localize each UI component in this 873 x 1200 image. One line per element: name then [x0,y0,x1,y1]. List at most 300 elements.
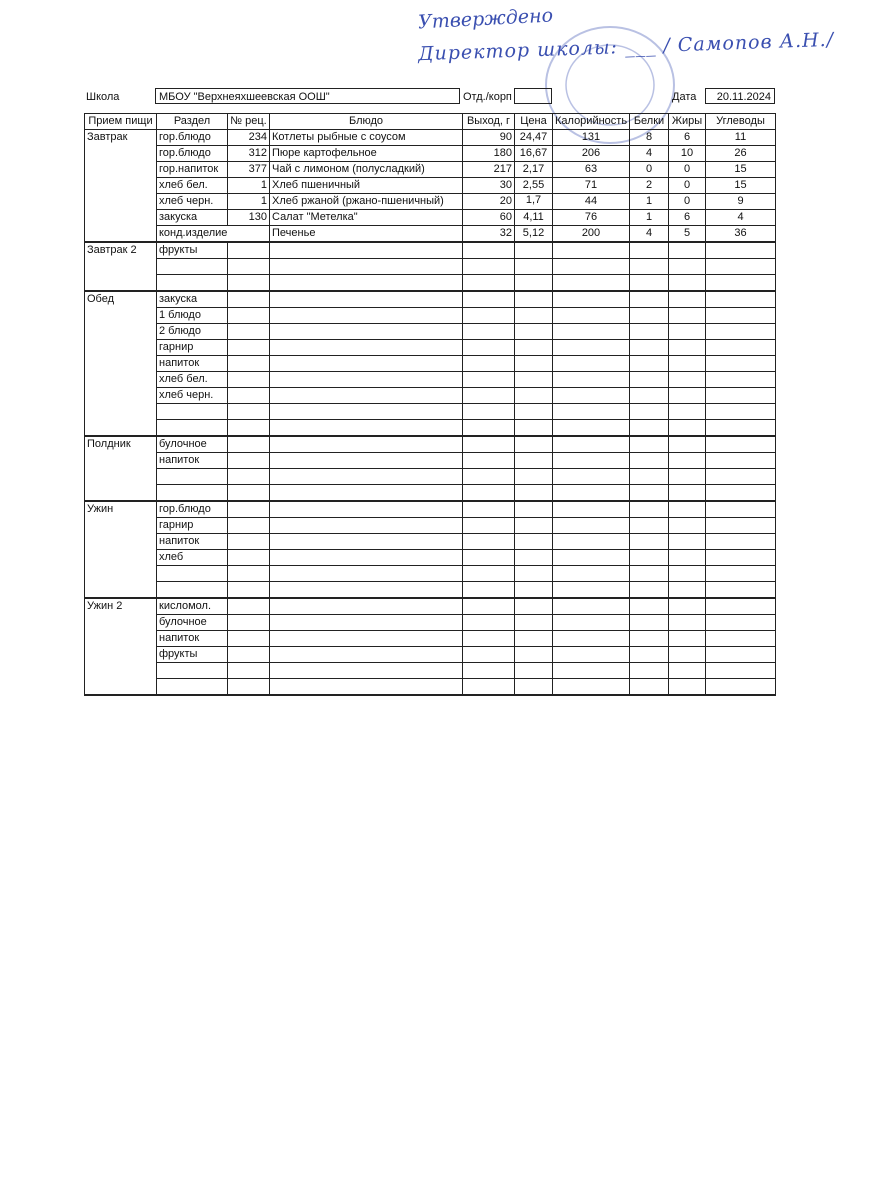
section-name: кисломол. [157,598,228,615]
table-cell [270,453,463,469]
table-row [85,453,776,469]
table-cell [515,534,553,550]
col-header: Жиры [669,114,706,130]
table-row [85,631,776,647]
table-cell [270,485,463,502]
table-cell [669,485,706,502]
table-cell [463,356,515,372]
table-cell [85,178,157,194]
table-cell [515,308,553,324]
table-cell [669,469,706,485]
table-cell [463,324,515,340]
table-cell [706,420,776,437]
table-cell [85,146,157,162]
table-cell [630,518,669,534]
table-row [85,647,776,663]
table-cell [463,485,515,502]
table-cell [85,324,157,340]
table-cell [706,582,776,599]
table-row [85,210,776,226]
table-cell [515,631,553,647]
section-name: гор.напиток [157,162,228,178]
table-cell [463,647,515,663]
section-name [157,275,228,292]
table-cell [630,420,669,437]
table-cell [706,679,776,696]
dish-protein: 0 [630,162,669,178]
table-cell [706,631,776,647]
table-row [85,162,776,178]
dish-name: Хлеб ржаной (ржано-пшеничный) [270,194,463,210]
section-name [157,566,228,582]
director-signature: Директор школы: ___ / Самопов А.Н./ [417,28,835,66]
section-name: 2 блюдо [157,324,228,340]
dish-name: Чай с лимоном (полусладкий) [270,162,463,178]
table-cell [270,631,463,647]
table-cell [706,291,776,308]
dish-name: Хлеб пшеничный [270,178,463,194]
table-cell [706,356,776,372]
table-cell [669,631,706,647]
table-cell [515,404,553,420]
dish-protein: 8 [630,130,669,146]
table-cell [630,679,669,696]
table-cell [228,679,270,696]
table-cell [463,242,515,259]
table-cell [669,615,706,631]
section-name: хлеб черн. [157,194,228,210]
table-cell [553,501,630,518]
dish-name: Котлеты рыбные с соусом [270,130,463,146]
table-cell [706,485,776,502]
recipe-number: 1 [228,194,270,210]
table-cell [228,615,270,631]
dish-price: 2,17 [515,162,553,178]
col-header: Блюдо [270,114,463,130]
dish-calories: 200 [553,226,630,243]
table-cell [630,534,669,550]
table-cell [85,420,157,437]
meal-name: Завтрак 2 [85,242,157,259]
col-header: Цена [515,114,553,130]
table-cell [553,420,630,437]
table-cell [630,291,669,308]
table-cell [515,356,553,372]
table-cell [270,518,463,534]
table-cell [228,534,270,550]
table-cell [706,242,776,259]
table-cell [515,420,553,437]
table-cell [228,647,270,663]
table-cell [669,291,706,308]
table-row [85,340,776,356]
table-cell [706,518,776,534]
school-label: Школа [86,91,120,103]
dish-calories: 206 [553,146,630,162]
table-cell [669,308,706,324]
dish-name: Печенье [270,226,463,243]
section-name [157,420,228,437]
table-cell [515,501,553,518]
table-cell [669,501,706,518]
table-cell [630,404,669,420]
table-cell [515,647,553,663]
table-cell [270,404,463,420]
table-cell [515,242,553,259]
table-cell [630,615,669,631]
table-cell [85,615,157,631]
table-cell [630,582,669,599]
table-cell [553,291,630,308]
meal-name: Ужин [85,501,157,518]
section-name: напиток [157,534,228,550]
table-cell [85,485,157,502]
table-cell [706,663,776,679]
table-cell [706,647,776,663]
table-cell [85,518,157,534]
dish-price: 24,47 [515,130,553,146]
table-cell [553,404,630,420]
table-row [85,324,776,340]
table-cell [85,226,157,243]
table-cell [669,647,706,663]
section-name [157,469,228,485]
table-cell [630,566,669,582]
table-cell [553,566,630,582]
table-cell [669,679,706,696]
table-cell [553,372,630,388]
table-cell [553,388,630,404]
section-name: напиток [157,631,228,647]
table-cell [669,453,706,469]
dish-calories: 76 [553,210,630,226]
section-name [157,663,228,679]
table-cell [706,275,776,292]
table-cell [669,275,706,292]
table-cell [706,469,776,485]
section-name: гарнир [157,340,228,356]
table-row [85,308,776,324]
menu-table [84,113,776,696]
table-cell [515,291,553,308]
table-cell [463,501,515,518]
table-cell [669,582,706,599]
table-cell [515,679,553,696]
dish-price: 5,12 [515,226,553,243]
table-cell [463,550,515,566]
table-cell [515,453,553,469]
table-row [85,518,776,534]
table-cell [706,453,776,469]
dish-protein: 1 [630,194,669,210]
table-cell [270,615,463,631]
section-name: гор.блюдо [157,501,228,518]
table-cell [270,436,463,453]
table-cell [669,550,706,566]
table-cell [630,598,669,615]
table-cell [228,469,270,485]
dish-carbs: 15 [706,178,776,194]
table-cell [85,308,157,324]
section-name: напиток [157,453,228,469]
section-name: булочное [157,436,228,453]
section-name [157,679,228,696]
table-cell [228,453,270,469]
dish-output: 217 [463,162,515,178]
dish-calories: 131 [553,130,630,146]
table-cell [515,340,553,356]
section-name [157,582,228,599]
table-cell [553,615,630,631]
dish-carbs: 36 [706,226,776,243]
table-cell [706,436,776,453]
table-cell [85,356,157,372]
table-cell [463,615,515,631]
table-cell [669,598,706,615]
table-cell [669,420,706,437]
table-cell [630,453,669,469]
section-name: фрукты [157,242,228,259]
section-name: закуска [157,291,228,308]
table-cell [228,501,270,518]
table-cell [228,631,270,647]
table-cell [270,420,463,437]
recipe-number: 312 [228,146,270,162]
dish-price: 16,67 [515,146,553,162]
table-cell [706,566,776,582]
table-row [85,501,776,518]
table-cell [553,598,630,615]
section-name [157,259,228,275]
table-cell [228,356,270,372]
table-cell [270,275,463,292]
table-cell [228,566,270,582]
dish-fat: 0 [669,178,706,194]
table-cell [630,340,669,356]
table-cell [553,469,630,485]
table-row [85,582,776,599]
table-cell [85,372,157,388]
table-cell [85,534,157,550]
dish-carbs: 15 [706,162,776,178]
table-cell [630,259,669,275]
table-cell [515,259,553,275]
dish-price: 4,11 [515,210,553,226]
dish-carbs: 4 [706,210,776,226]
table-row [85,566,776,582]
table-cell [463,275,515,292]
table-cell [515,372,553,388]
table-row [85,356,776,372]
table-row [85,130,776,146]
section-name: напиток [157,356,228,372]
table-cell [85,582,157,599]
date-field[interactable]: 20.11.2024 [705,88,775,104]
section-name: гор.блюдо [157,146,228,162]
section-name: 1 блюдо [157,308,228,324]
table-cell [463,308,515,324]
table-cell [228,420,270,437]
table-cell [463,469,515,485]
table-cell [463,663,515,679]
table-cell [270,242,463,259]
table-cell [85,679,157,696]
table-row [85,436,776,453]
table-cell [270,469,463,485]
table-row [85,615,776,631]
table-cell [270,566,463,582]
table-cell [463,340,515,356]
table-cell [553,242,630,259]
table-cell [270,534,463,550]
dish-carbs: 26 [706,146,776,162]
table-cell [706,388,776,404]
table-row [85,275,776,292]
table-cell [270,340,463,356]
dish-calories: 44 [553,194,630,210]
table-cell [228,550,270,566]
recipe-number: 130 [228,210,270,226]
table-cell [706,259,776,275]
table-row [85,194,776,210]
section-name: гор.блюдо [157,130,228,146]
table-cell [85,566,157,582]
dish-price: 1,7 [515,194,553,210]
table-cell [463,566,515,582]
table-cell [669,340,706,356]
dish-carbs: 9 [706,194,776,210]
dish-carbs: 11 [706,130,776,146]
table-cell [85,340,157,356]
table-cell [669,566,706,582]
table-cell [669,436,706,453]
table-cell [515,566,553,582]
table-row [85,550,776,566]
col-header: Углеводы [706,114,776,130]
recipe-number: 234 [228,130,270,146]
table-cell [228,308,270,324]
table-cell [669,534,706,550]
dish-fat: 6 [669,210,706,226]
meal-name: Ужин 2 [85,598,157,615]
table-cell [706,308,776,324]
dish-protein: 4 [630,146,669,162]
table-cell [630,647,669,663]
table-header-row [85,114,776,130]
meal-name: Полдник [85,436,157,453]
table-row [85,259,776,275]
school-field[interactable]: МБОУ "Верхнеяхшеевская ООШ" [155,88,460,104]
table-cell [553,582,630,599]
table-cell [553,356,630,372]
table-row [85,679,776,696]
table-row [85,485,776,502]
table-cell [515,598,553,615]
recipe-number: 1 [228,178,270,194]
table-cell [669,324,706,340]
table-cell [463,631,515,647]
section-name: булочное [157,615,228,631]
table-cell [270,388,463,404]
table-cell [630,631,669,647]
table-cell [515,436,553,453]
table-cell [706,534,776,550]
table-cell [463,518,515,534]
col-header: Раздел [157,114,228,130]
table-cell [463,404,515,420]
table-cell [270,259,463,275]
table-cell [270,550,463,566]
table-cell [270,663,463,679]
table-cell [270,598,463,615]
dept-field[interactable] [514,88,552,104]
table-cell [228,598,270,615]
table-cell [706,340,776,356]
dish-output: 20 [463,194,515,210]
table-cell [228,291,270,308]
table-cell [85,388,157,404]
table-cell [706,372,776,388]
table-cell [270,582,463,599]
table-cell [515,275,553,292]
table-cell [463,259,515,275]
table-cell [630,388,669,404]
section-name [157,485,228,502]
table-row [85,534,776,550]
table-cell [85,550,157,566]
dish-protein: 1 [630,210,669,226]
table-cell [228,485,270,502]
table-cell [85,210,157,226]
meal-name: Обед [85,291,157,308]
section-name: хлеб бел. [157,178,228,194]
dish-fat: 0 [669,162,706,178]
col-header: Выход, г [463,114,515,130]
section-name: конд.изделие [157,226,270,243]
table-cell [463,598,515,615]
table-cell [553,647,630,663]
table-cell [515,388,553,404]
table-cell [228,388,270,404]
table-cell [630,324,669,340]
table-cell [553,259,630,275]
dish-output: 90 [463,130,515,146]
table-cell [553,550,630,566]
table-cell [630,372,669,388]
table-cell [669,388,706,404]
table-cell [630,501,669,518]
dish-name: Салат "Метелка" [270,210,463,226]
table-cell [228,404,270,420]
table-cell [553,518,630,534]
table-cell [515,518,553,534]
table-cell [85,663,157,679]
table-cell [85,194,157,210]
table-cell [270,679,463,696]
table-cell [270,291,463,308]
table-cell [515,615,553,631]
table-cell [85,259,157,275]
recipe-number: 377 [228,162,270,178]
table-cell [553,679,630,696]
dish-output: 30 [463,178,515,194]
approval-handwriting: Утверждено [417,4,554,34]
table-cell [669,404,706,420]
table-row [85,242,776,259]
dish-protein: 4 [630,226,669,243]
table-cell [270,324,463,340]
table-cell [630,550,669,566]
